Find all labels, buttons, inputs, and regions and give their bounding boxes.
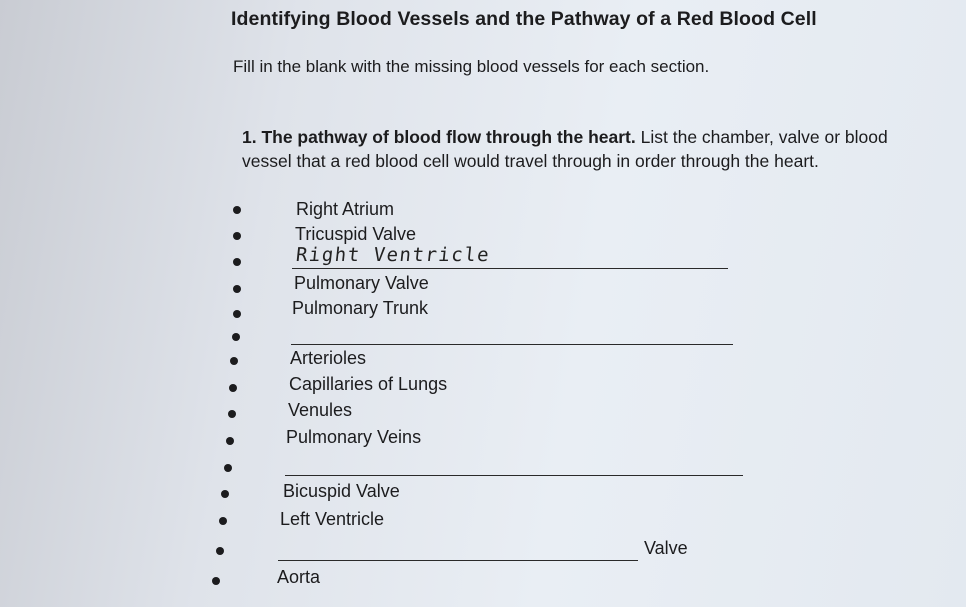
pathway-step-12: Bicuspid Valve [283,481,400,501]
bullet [224,464,232,472]
question-1 [242,125,892,173]
bullet [233,310,241,318]
answer-blank-3[interactable] [292,268,728,269]
worksheet-title: Identifying Blood Vessels and the Pathway of a Red Blood Cell [231,8,817,30]
bullet [228,410,236,418]
instructions: Fill in the blank with the missing blood vessels for each section. [233,57,710,76]
pathway-step-8: Capillaries of Lungs [289,374,448,394]
bullet [226,437,234,445]
pathway-step-9: Venules [288,400,353,420]
bullet [219,517,227,525]
answer-blank-6[interactable] [291,344,733,345]
pathway-step-13: Left Ventricle [280,509,385,529]
bullet [233,232,241,240]
bullet [233,285,241,293]
pathway-step-7: Arterioles [290,348,367,368]
bullet [221,490,229,498]
pathway-step-14-suffix: Valve [644,538,688,558]
pathway-step-4: Pulmonary Valve [294,273,429,293]
pathway-step-3-answer[interactable]: Right Ventricle [294,244,492,266]
answer-blank-14[interactable] [278,560,638,561]
question-1-description: List the chamber, valve or blood vessel that a red blood cell would travel through in order through the heart. [242,127,888,171]
pathway-step-5: Pulmonary Trunk [292,298,429,318]
bullet [232,333,240,341]
question-1-heading: 1. The pathway of blood flow through the heart. [242,127,636,147]
pathway-step-2: Tricuspid Valve [295,224,417,244]
bullet [216,547,224,555]
bullet [233,206,241,214]
pathway-step-1: Right Atrium [296,199,395,219]
bullet [229,384,237,392]
answer-blank-11[interactable] [285,475,743,476]
bullet [233,258,241,266]
pathway-step-15: Aorta [277,567,321,587]
pathway-step-10: Pulmonary Veins [286,427,422,447]
bullet [212,577,220,585]
bullet [230,357,238,365]
